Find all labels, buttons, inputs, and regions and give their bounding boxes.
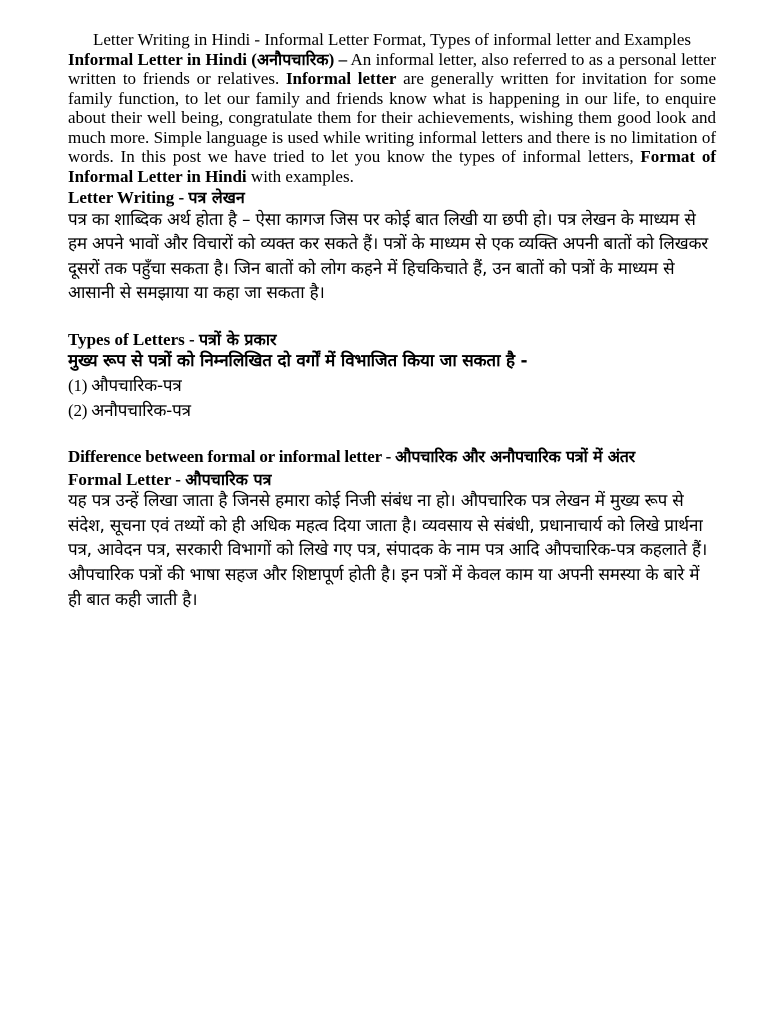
intro-lead-hindi: अनौपचारिक — [256, 49, 329, 69]
formal-heading — [68, 470, 716, 490]
letter-writing-heading-hi: पत्र लेखन — [188, 188, 245, 207]
formal-heading-en: Formal Letter - — [68, 469, 186, 489]
spacer — [68, 306, 716, 330]
spacer — [68, 423, 716, 445]
document-title: Letter Writing in Hindi - Informal Letter Format, Types of informal letter and Examples — [93, 30, 691, 49]
intro-lead-close: ) – — [328, 49, 348, 69]
intro-text-3: with examples. — [246, 166, 354, 186]
list-item — [68, 399, 716, 424]
intro-bold-1: Informal letter — [285, 69, 397, 88]
list-item-number: (2) — [68, 400, 92, 420]
intro-lead: Informal Letter in Hindi ( — [68, 49, 257, 69]
difference-heading-en: Difference between formal or informal letter - — [68, 447, 396, 467]
types-heading — [68, 330, 716, 350]
list-item-text: औपचारिक-पत्र — [91, 375, 182, 396]
intro-bold-2: Format of Informal Letter in Hindi — [68, 147, 716, 186]
letter-writing-heading — [68, 188, 716, 208]
types-heading-hi: पत्रों के प्रकार — [198, 329, 277, 349]
formal-heading-hi: औपचारिक पत्र — [185, 469, 272, 489]
document-page — [68, 30, 716, 612]
list-item — [68, 374, 716, 399]
letter-writing-body: पत्र का शाब्दिक अर्थ होता है – ऐसा कागज जिस पर कोई बात लिखी या छपी हो। पत्र लेखन के माध्यम से हम अपने भावों और विचारों को व्यक्त कर सकते हैं। पत्रों के माध्यम से एक व्यक्ति अपनी बातों को लिखकर दूसरों तक पहुँचा सकता है। जिन बातों को लोग कहने में हिचकिचाते हैं, उन बातों को पत्रों के माध्यम से आसानी से समझाया या कहा जा सकता है। — [68, 209, 709, 304]
formal-body: यह पत्र उन्हें लिखा जाता है जिनसे हमारा कोई निजी संबंध ना हो। औपचारिक पत्र लेखन में मुख्य रूप से संदेश, सूचना एवं तथ्यों को ही अधिक महत्व दिया जाता है। व्यवसाय से संबंधी, प्रधानाचार्य को लिखे प्रार्थना पत्र, आवेदन पत्र, सरकारी विभागों को लिखे गए पत्र, संपादक के नाम पत्र आदि औपचारिक-पत्र कहलाते हैं। औपचारिक पत्रों की भाषा सहज और शिष्टापूर्ण होती है। इन पत्रों में केवल काम या अपनी समस्या के बारे में ही बात कही जाती है। — [68, 491, 708, 610]
types-heading-en: Types of Letters - — [68, 329, 199, 349]
difference-heading-hi: औपचारिक और अनौपचारिक पत्रों में अंतर — [395, 447, 636, 467]
letter-writing-heading-en: Letter Writing - — [68, 188, 189, 207]
types-subheading: मुख्य रूप से पत्रों को निम्नलिखित दो वर्गों में विभाजित किया जा सकता है - — [68, 351, 528, 372]
intro-text-2: are generally written for invitation for some family function, to let our family and friends know what is happening in our life, to enquire about their well being, congratulate them for their achievements, wishing them good look and much more. Simple language is used while writing informal letters and there is no limitation of words. In this post we have tried to let you know the types of informal letters, — [68, 69, 716, 166]
list-item-text: अनौपचारिक-पत्र — [91, 400, 191, 421]
list-item-number: (1) — [68, 375, 92, 395]
intro-text-1: An informal letter, also referred to as a personal letter written to friends or relatives. — [68, 49, 716, 88]
difference-heading — [68, 445, 716, 470]
intro-paragraph — [68, 50, 716, 187]
